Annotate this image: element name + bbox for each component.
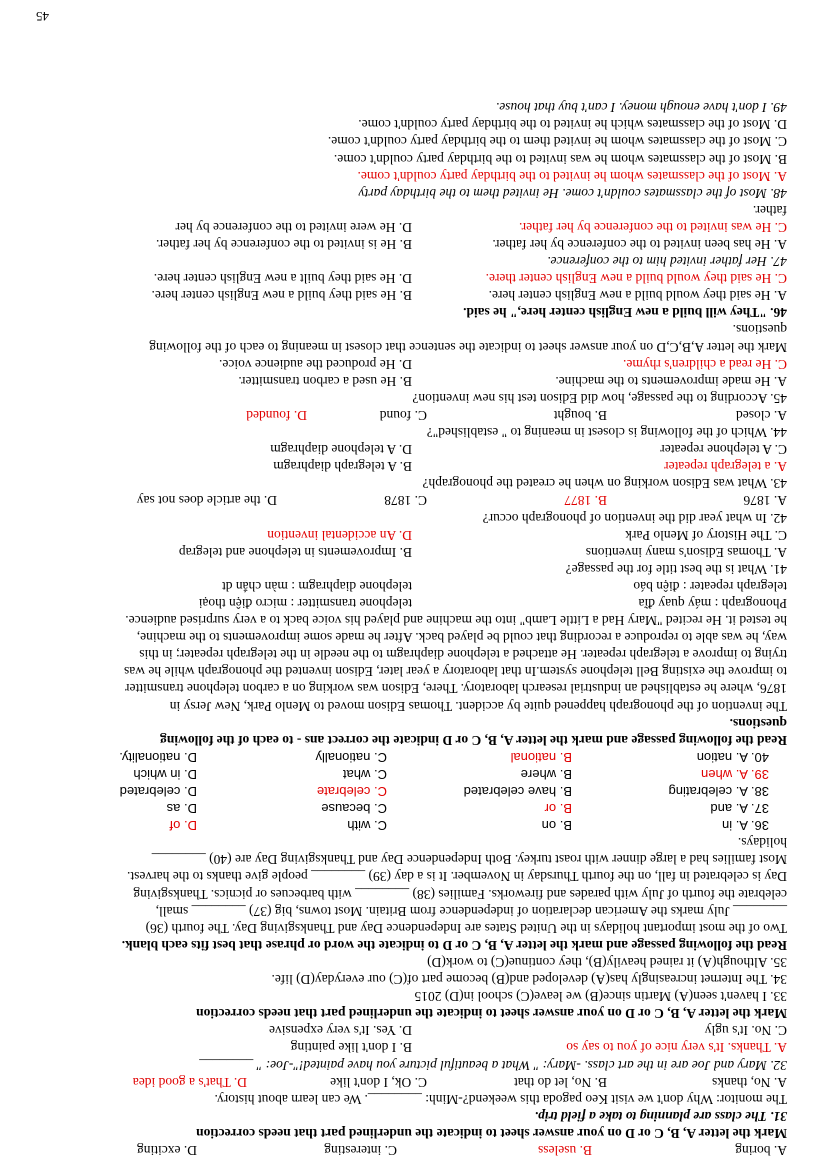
q47-option-b: B. He is invited to the conference by her father.: [155, 237, 412, 253]
passage-line-3: to improve the existing Bell telephone system.In that laboratory a year later, Edison invented the phonograph while he was: [123, 664, 787, 680]
q46-option-b: B. He said they build a new English center here.: [151, 288, 412, 304]
glossary-diaphragm: telephone diaphragm : màn chắn dt: [221, 578, 412, 594]
q39-option-c: C. what: [342, 766, 387, 782]
q44-option-a: A. closed: [736, 407, 787, 423]
q40-option-d: D. nationality.: [119, 749, 197, 765]
passage-line-4: trying to improve a telegraph repeater. He attached a telephone diaphragm to the needle in the telegraph repeater; in this: [139, 647, 787, 663]
q45-options-cd: [37, 356, 787, 373]
q39-option-a: 39. A. when: [701, 766, 769, 782]
q38-option-b: B. have celebrated: [463, 784, 572, 800]
q38-option-d: D. celebrated: [119, 784, 197, 800]
q37-options: [37, 800, 787, 817]
q41-options-cd: [37, 527, 787, 544]
q44-option-c: C. found: [379, 407, 427, 423]
q42-options: [37, 492, 787, 509]
q42-option-a: A. 1876: [743, 493, 787, 509]
q46-option-c: C. He said they would build a new English center there.: [485, 271, 787, 287]
q43-option-c: C. A telephone repeater: [660, 442, 787, 458]
q48-option-b: B. Most of the classmates whom he was invited to the birthday party couldn't come.: [333, 151, 787, 167]
q46-options-cd: [37, 270, 787, 287]
q31-options: [37, 1074, 787, 1091]
q47-stem: 47. Her father invited him to the conference.: [547, 254, 787, 270]
q38-option-a: 38. A. celebrating: [668, 784, 769, 800]
page-number: 45: [36, 9, 49, 25]
q47-option-d-cont: father.: [752, 202, 787, 218]
q43-option-b: B. A telegraph diaphragm: [273, 459, 412, 475]
q43-stem: 43. What was Edison working on when he created the phonograph?: [422, 476, 787, 492]
q31-option-d: D. That's a good idea: [132, 1074, 247, 1090]
cloze-line-4: Day is celebrated in fall, on the fourth Thursday in November. It is a day (39) ________ people give thanks to the harvest.: [127, 869, 787, 885]
q41-option-d: D. An accidental invention: [267, 527, 412, 543]
q32-option-a: A. Thanks. It's very nice of you to say so: [566, 1040, 787, 1056]
q42-option-d: D. the article does not say: [136, 493, 277, 509]
q44-option-b: B. bought: [553, 407, 607, 423]
glossary-transmitter: telephone transmitter : micro điện thoại: [198, 596, 412, 611]
q31-option-c: C. Ok, I don't like: [330, 1074, 427, 1090]
cloze-line-1: Two of the most important holidays in the United States are Independence Day and Thanksgiving Day. The fourth (36): [145, 920, 787, 936]
section-heading-cloze: Read the following passage and mark the letter A, B, C or D to indicate the word or phrase that best fits each blank.: [121, 937, 787, 953]
passage-line-2: 1876, where he established an industrial research laboratory. There, Edison was working on a carbon telephone transmitter: [124, 681, 787, 697]
q30-options: [37, 1142, 787, 1159]
q32-options-cd: [37, 1022, 787, 1039]
q36-options: [37, 817, 787, 834]
q47-option-a: A. He has been invited to the conference by her father.: [492, 237, 787, 253]
q40-option-a: 40. A. nation: [696, 749, 769, 765]
glossary-phonograph: Phonograph : máy quay đĩa: [638, 596, 787, 611]
q47-options-ab: [37, 236, 787, 253]
q46-options-ab: [37, 287, 787, 304]
cloze-line-6: holidays.: [737, 835, 787, 851]
q37-option-d: D. as: [166, 801, 197, 817]
q38-options: [37, 783, 787, 800]
q40-option-b: B. national: [510, 749, 572, 765]
q44-stem: 44. Which of the following is closest in meaning to " established"?: [426, 425, 787, 441]
q48-option-d: D. Most of the classmates which he invited to the birthday party couldn't come.: [358, 117, 787, 133]
q44-options: [37, 407, 787, 424]
q32-options-ab: [37, 1039, 787, 1056]
q39-option-b: B. where: [520, 766, 572, 782]
q36-option-a: 36. A. in: [722, 818, 769, 834]
glossary-repeater: telegraph repeater : điện báo: [633, 578, 787, 594]
q35-sentence: 35. Although(A) it rained heavily(B), they continue(C) to work(D): [427, 954, 787, 970]
q30-option-b: B. useless: [538, 1143, 592, 1158]
q41-option-b: B. Improvements in telephone and telegrap: [178, 544, 412, 560]
section-heading-reading: Read the following passage and mark the letter A, B, C or D indicate the correct ans - to each of the following: [160, 732, 787, 748]
q38-option-c: C. celebrate: [316, 784, 387, 800]
q33-sentence: 33. I haven't seen(A) Martin since(B) we leave(C) school in(D) 2015: [414, 989, 787, 1005]
q47-options-cd: [37, 219, 787, 236]
q45-stem: 45. According to the passage, how did Edison test his new invention?: [412, 390, 787, 406]
q44-option-d: D. founded: [246, 407, 307, 423]
q48-option-a: A. Most of the classmates whom he invited to the birthday party couldn't come.: [357, 168, 787, 184]
passage-line-1: The invention of the phonograph happened quite by accident. Thomas Edison moved to Menlo Park, New Jersy in: [169, 698, 787, 714]
glossary-row-2: [37, 578, 787, 595]
cloze-line-5: Most families had a large dinner with roast turkey. Both Independence Day and Thanksgiving Day are (40) ________: [151, 852, 787, 868]
q30-option-d: D. exciting: [137, 1143, 197, 1158]
q32-stem: 32. Mary and Joe are in the art class. -Mary: " What a beautiful picture you have painted!"-Joe: " ________: [199, 1057, 787, 1073]
q32-option-b: B. I don't like painting: [290, 1040, 412, 1056]
q41-stem: 41. What is the best title for the passage?: [565, 561, 787, 577]
section-heading-correction: Mark the letter A, B, C or D on your answer sheet to indicate the underlined part that needs correction: [196, 1125, 787, 1141]
q43-options-ab: [37, 458, 787, 475]
cloze-line-2: ________ July marks the American declaration of independence from Britain. Most towns, big (37) ________ small,: [155, 903, 787, 919]
q37-option-c: C. because: [321, 801, 387, 817]
q37-option-a: 37. A. and: [710, 801, 769, 817]
q47-option-c: C. He was invited to the conference by her father.: [518, 219, 787, 235]
q39-options: [37, 766, 787, 783]
q45-options-ab: [37, 373, 787, 390]
section-heading-rewrite: Mark the letter A,B,C,D on your answer sheet to indicate the sentence that closest in meaning to each of the following: [149, 339, 787, 355]
q39-option-d: D. in which: [133, 766, 197, 782]
q31-option-a: A. No, thanks: [712, 1074, 787, 1090]
section-heading-reading-cont: questions.: [729, 715, 787, 731]
q32-option-c: C. No. It's ugly: [704, 1023, 787, 1039]
q42-stem: 42. In what year did the invention of phonograph occur?: [482, 510, 787, 526]
q31-stem: 31. The class are planning to take a field trip.: [534, 1108, 787, 1124]
passage-line-5: way, he was able to reproduce a recording that could be played back. After he made some improvements to the machine,: [136, 630, 787, 646]
q31-dialogue: The monitor: Why don't we visit Keo pagoda this weekend?-Minh: ________. We can learn about history.: [214, 1091, 787, 1107]
page-content: [37, 99, 787, 1167]
q42-option-b: B. 1877: [564, 493, 607, 509]
q36-option-c: C. with: [347, 818, 387, 834]
q40-options: [37, 749, 787, 766]
q36-option-d: D. of: [169, 818, 197, 834]
q47-option-d: D. He were invited to the conference by her: [175, 219, 412, 235]
q45-option-c: C. He read a children's rhyme.: [623, 356, 787, 372]
q45-option-a: A. He made improvements to the machine.: [555, 373, 787, 389]
q43-option-a: A. a telegraph repeater: [664, 459, 787, 475]
q45-option-d: D. He produced the audience voice.: [218, 356, 412, 372]
q43-option-d: D. A telephone diaphragm: [270, 442, 412, 458]
section-heading-rewrite-cont: questions.: [732, 322, 787, 338]
q45-option-b: B. He used a carbon transmitter.: [238, 373, 412, 389]
section-heading-correction-2: Mark the letter A, B, C or D on your answer sheet to indicate the underlined part that needs correction: [196, 1006, 787, 1022]
q31-option-b: B. No, let do that: [514, 1074, 607, 1090]
passage-line-6: he tested it. He recited "Mary Had a Little Lamb" into the machine and played his voice back to a very surprised audience.: [125, 613, 787, 629]
q48-stem: 48. Most of the classmates couldn't come. He invited them to the birthday party: [358, 185, 787, 201]
q32-option-d: D. Yes. It's very expensive: [268, 1023, 412, 1039]
q37-option-b: B. or: [544, 801, 572, 817]
q46-option-a: A. He said they would build a new English center here.: [488, 288, 787, 304]
q46-stem: 46. "They will build a new English center here," he said.: [463, 305, 787, 321]
q30-option-a: A. boring: [735, 1143, 787, 1158]
q40-option-c: C. nationally: [315, 749, 387, 765]
q41-option-a: A. Thomas Edison's many inventions: [585, 544, 787, 560]
q30-option-c: C. interesting: [324, 1143, 397, 1158]
cloze-line-3: celebrate the fourth of July with parades and fireworks. Families (38) ________ with barbecues or picnics. Thanksgiving: [133, 886, 787, 902]
glossary-row-1: [37, 595, 787, 612]
q48-option-c: C. Most of the classmates whom he invited them to the birthday party couldn't come.: [327, 134, 787, 150]
q42-option-c: C. 1878: [384, 493, 427, 509]
q43-options-cd: [37, 441, 787, 458]
q41-options-ab: [37, 544, 787, 561]
q41-option-c: C. The History of Menlo Park: [625, 527, 787, 543]
q36-option-b: B. on: [541, 818, 572, 834]
q49-stem: 49. I don't have enough money. I can't buy that house.: [495, 100, 787, 116]
q46-option-d: D. He said they built a new English center here.: [153, 271, 412, 287]
q34-sentence: 34. The Internet increasingly has(A) developed and(B) become part of(C) our everyday(D) life.: [271, 972, 787, 988]
